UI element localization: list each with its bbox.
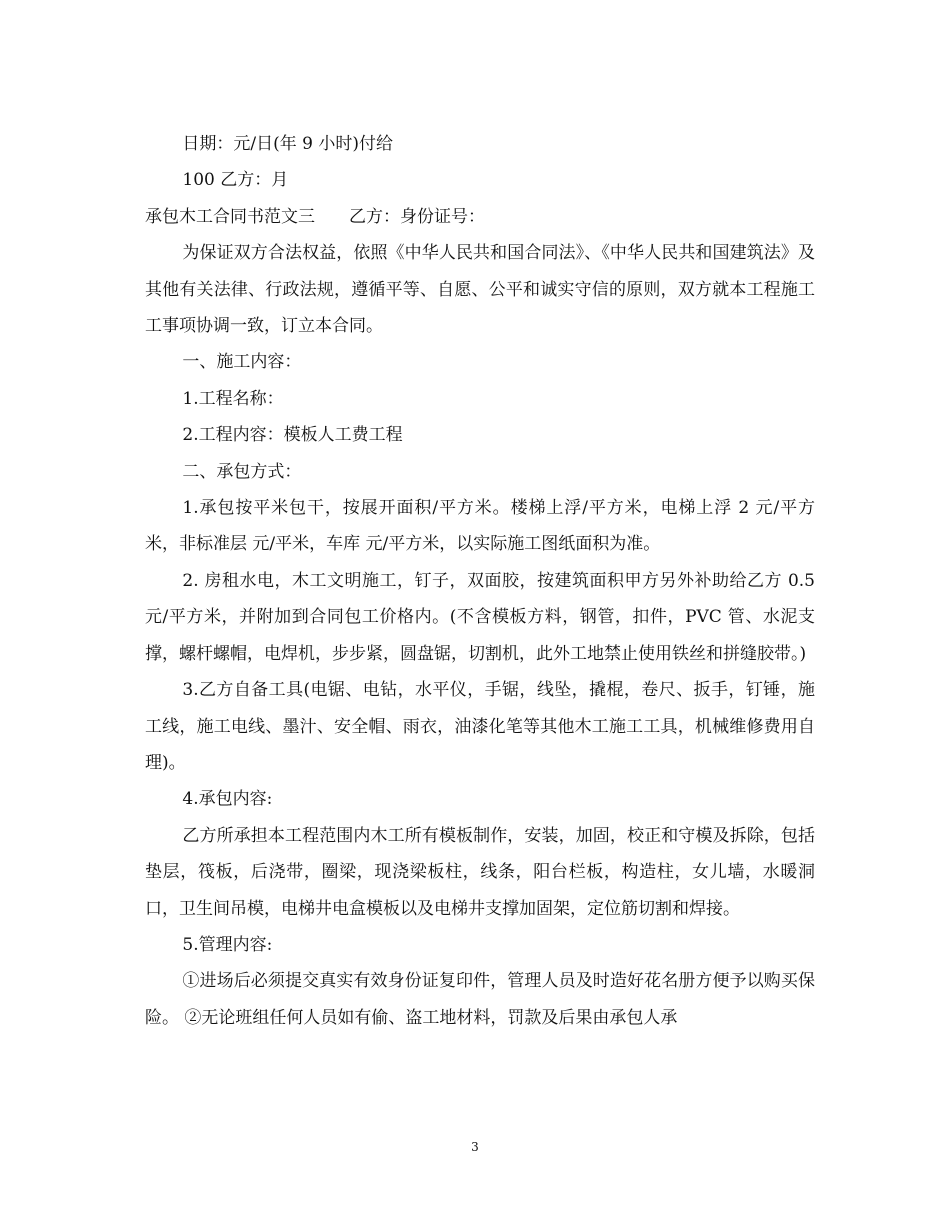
item-tools: 3.乙方自备工具(电锯、电钻，水平仪，手锯，线坠，撬棍，卷尺、扳手，钉锤，施工线，施工电线、墨汁、安全帽、雨衣，油漆化笔等其他木工施工工具，机械维修费用自理)。 — [145, 680, 815, 773]
paragraph-scope-detail: 乙方所承担本工程范围内木工所有模板制作，安装，加固，校正和守模及拆除，包括垫层，筏板，后浇带，圈梁，现浇梁板柱，线条，阳台栏板，构造柱，女儿墙，水暖洞口，卫生间吊模，电梯井电盒模板以及电梯井支撑加固架，定位筋切割和焊接。 — [145, 825, 815, 919]
heading-management: 5.管理内容: — [182, 934, 273, 955]
paragraph-contract-title-line: 承包木工合同书范文三 乙方：身份证号： — [145, 206, 485, 227]
heading-construction-content: 一、施工内容： — [182, 352, 302, 373]
item-pricing: 1.承包按平米包干，按展开面积/平方米。楼梯上浮/平方米，电梯上浮 2 元/平方米，非标准层 元/平米，车库 元/平方米，以实际施工图纸面积为准。 — [145, 498, 815, 555]
paragraph-party-b-month: 100 乙方：月 — [182, 170, 289, 191]
heading-contract-scope: 4.承包内容: — [182, 789, 273, 810]
page-number: 3 — [471, 1140, 479, 1154]
document-body — [145, 126, 815, 1036]
item-subsidy: 2. 房租水电，木工文明施工，钉子，双面胶，按建筑面积甲方另外补助给乙方 0.5 元/平方米，并附加到合同包工价格内。(不含模板方料，钢管，扣件，PVC 管、水泥支撑，螺杆螺帽，电焊机，步步紧，圆盘锯，切割机，此外工地禁止使用铁丝和拼缝胶带。) — [145, 570, 815, 664]
paragraph-management-detail: ①进场后必须提交真实有效身份证复印件，管理人员及时造好花名册方便予以购买保险。 ②无论班组任何人员如有偷、盗工地材料，罚款及后果由承包人承 — [145, 971, 815, 1028]
item-project-name: 1.工程名称： — [182, 388, 284, 409]
item-project-content: 2.工程内容：模板人工费工程 — [182, 425, 403, 446]
paragraph-preamble: 为保证双方合法权益，依照《中华人民共和国合同法》、《中华人民共和国建筑法》及其他有关法律、行政法规，遵循平等、自愿、公平和诚实守信的原则，双方就本工程施工工事项协调一致，订立本合同。 — [145, 243, 815, 337]
paragraph-date-line: 日期：元/日(年 9 小时)付给 — [182, 134, 394, 154]
heading-contract-method: 二、承包方式： — [182, 461, 302, 482]
